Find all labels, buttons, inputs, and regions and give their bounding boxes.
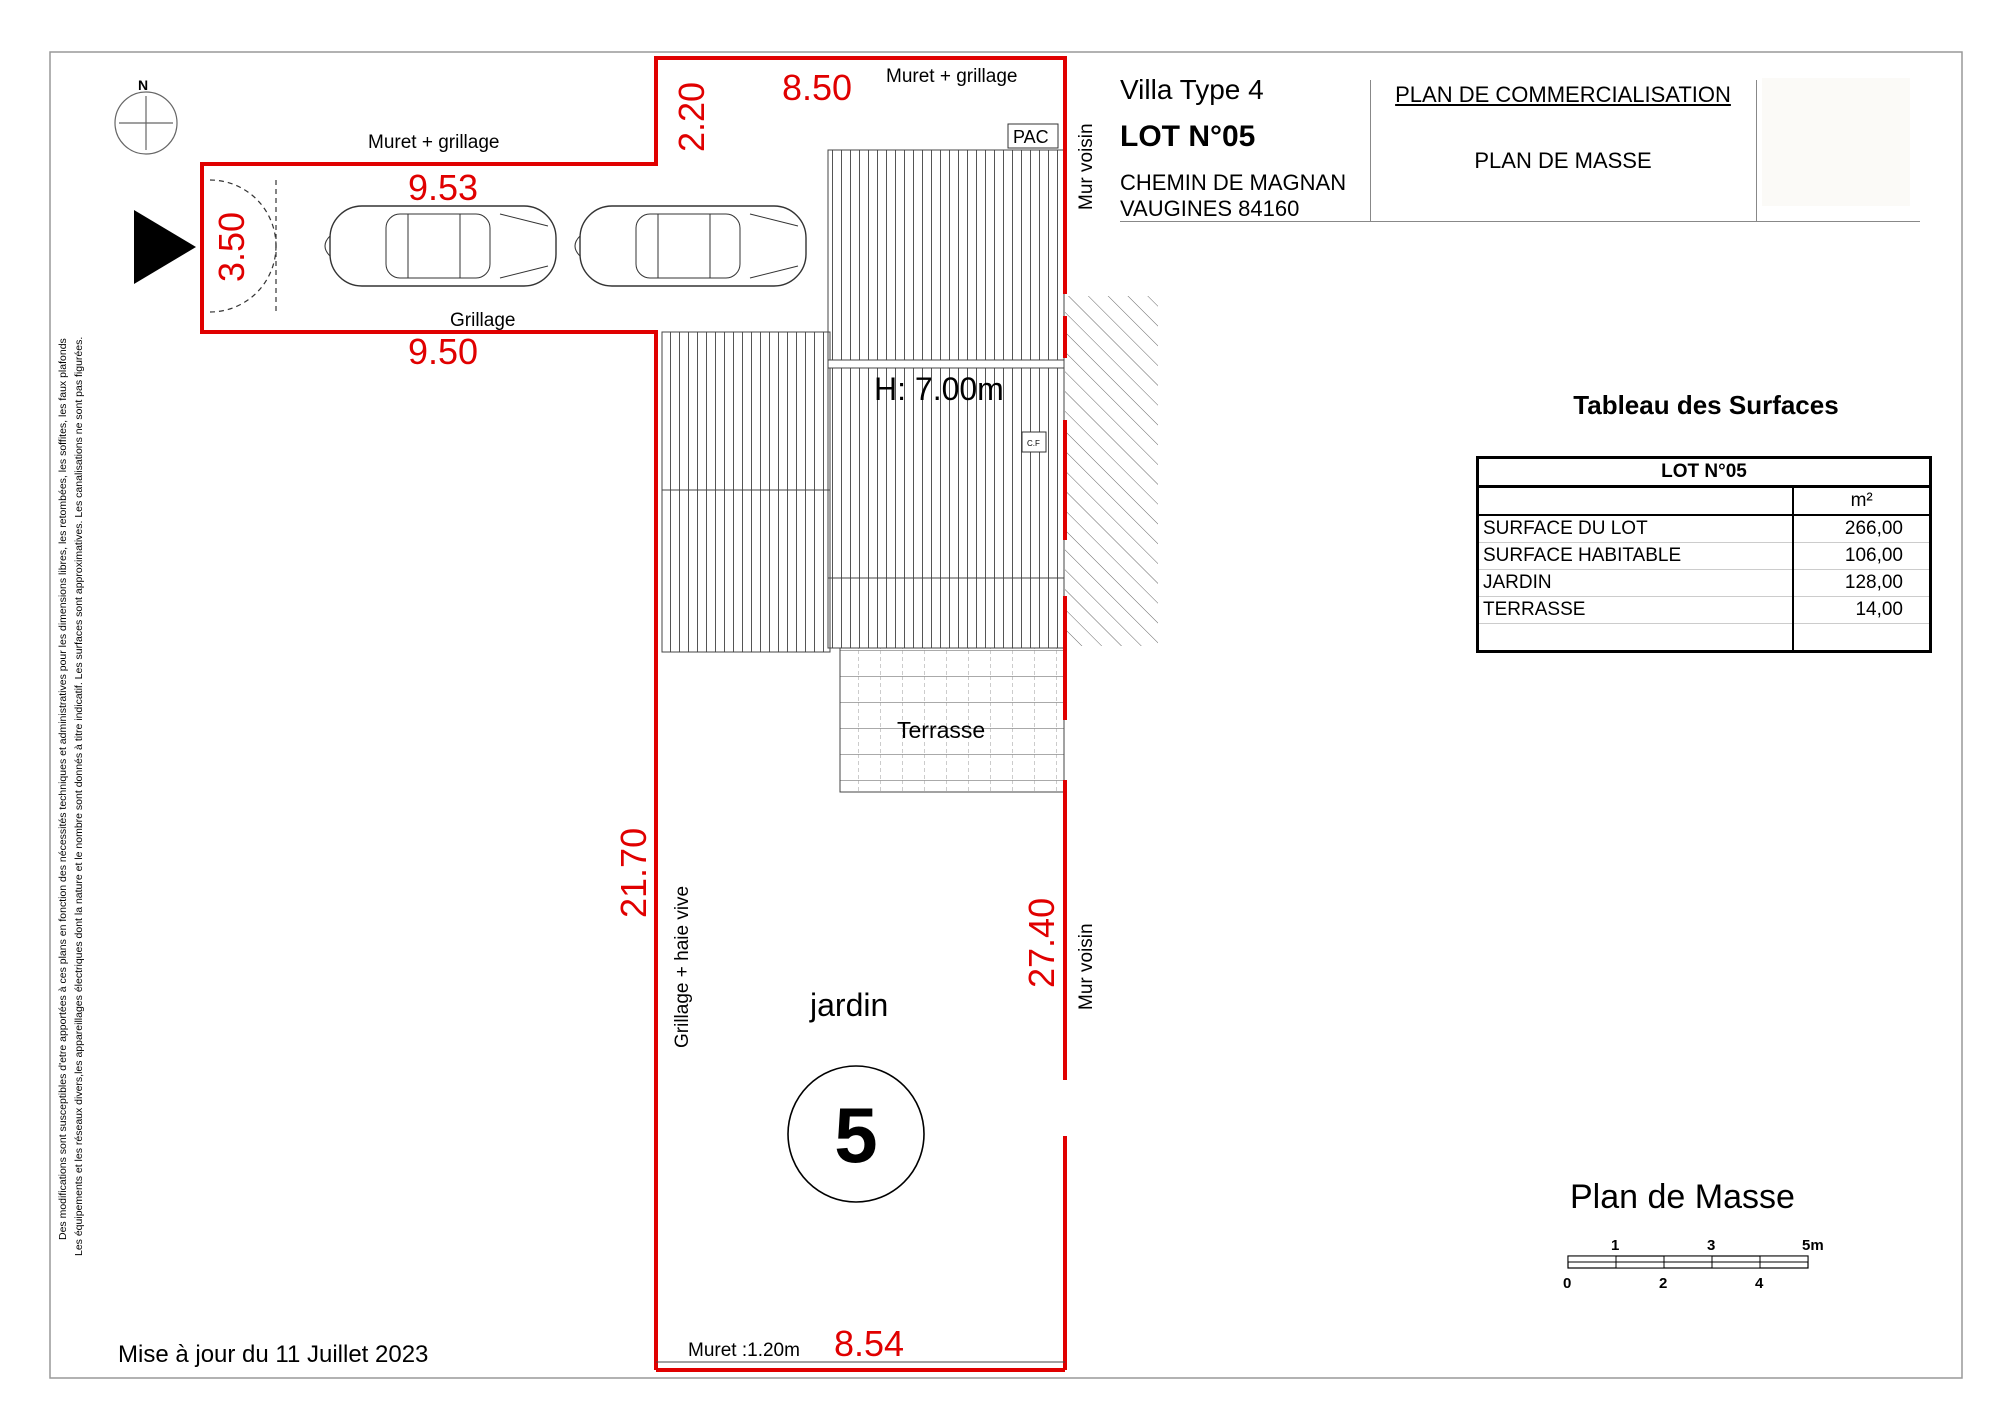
scale-tick-bottom-4: 4 (1755, 1275, 1764, 1292)
scale-tick-top-5m: 5m (1802, 1237, 1824, 1254)
dim-top: 8.50 (782, 67, 853, 108)
label-height: H: 7.00m (874, 371, 1004, 407)
surface-label: SURFACE HABITABLE (1478, 543, 1794, 570)
address-line1: CHEMIN DE MAGNAN (1120, 170, 1347, 195)
dim-left: 21.70 (613, 827, 654, 918)
title-block (1120, 74, 1920, 224)
table-row (1478, 515, 1931, 543)
table-row (1478, 597, 1931, 624)
label-muret-grillage-drive: Muret + grillage (368, 132, 500, 153)
surface-label: SURFACE DU LOT (1478, 515, 1794, 543)
label-grillage: Grillage (450, 310, 516, 331)
surface-value: 14,00 (1793, 597, 1930, 624)
table-row (1478, 624, 1931, 652)
lot-number-badge (788, 1066, 924, 1202)
car-icon (325, 206, 556, 286)
dim-drive-bottom: 9.50 (408, 331, 479, 372)
dim-top-step: 2.20 (671, 81, 712, 152)
dim-bottom: 8.54 (834, 1323, 905, 1364)
car-icon (575, 206, 806, 286)
surface-value: 128,00 (1793, 570, 1930, 597)
label-grillage-haie: Grillage + haie vive (672, 885, 693, 1048)
dim-drive-side: 3.50 (211, 211, 252, 282)
scale-tick-bottom-0: 0 (1563, 1275, 1572, 1292)
update-note: Mise à jour du 11 Juillet 2023 (118, 1341, 429, 1368)
table-cell (1478, 624, 1794, 652)
label-jardin: jardin (810, 987, 889, 1023)
dim-drive-top: 9.53 (408, 167, 479, 208)
table-cell (1478, 487, 1794, 516)
villa-type: Villa Type 4 (1120, 74, 1264, 105)
entry-arrow-icon (134, 210, 196, 284)
north-compass-icon (115, 77, 177, 154)
north-label: N (138, 77, 149, 93)
disclaimer-line1: Des modifications sont susceptibles d'etre apportées à ces plans en fonction des nécessités techniques et administratives pour les dimensions libres, les retombées, les soffites, les faux plafonds (57, 338, 69, 1240)
lot-title: LOT N°05 (1120, 120, 1256, 153)
label-cf: C.F (1027, 439, 1040, 448)
surface-label: TERRASSE (1478, 597, 1794, 624)
scale-tick-top-3: 3 (1707, 1237, 1716, 1254)
plan-type: PLAN DE COMMERCIALISATION (1395, 82, 1731, 107)
surface-value: 266,00 (1793, 515, 1930, 543)
surfaces-table (1476, 456, 1932, 653)
neighbour-hatch (1065, 296, 1158, 646)
logo-placeholder (1762, 78, 1910, 206)
table-cell (1793, 624, 1930, 652)
label-terrasse: Terrasse (897, 717, 986, 743)
scale-tick-bottom-2: 2 (1659, 1275, 1668, 1292)
dim-right: 27.40 (1021, 897, 1062, 988)
label-muret-grillage-top: Muret + grillage (886, 66, 1018, 87)
lot-number: 5 (834, 1091, 878, 1179)
address-line2: VAUGINES 84160 (1120, 196, 1300, 221)
surface-value: 106,00 (1793, 543, 1930, 570)
disclaimer-line2: Les équipements et les réseaux divers,les appareillages électriques dont la nature et le nombre sont donnés à titre indicatif. Les surfaces sont approximatives. Les canalisations ne sont pas figurées. (73, 336, 85, 1256)
plan-name: PLAN DE MASSE (1474, 148, 1652, 173)
label-muret-bottom: Muret :1.20m (688, 1340, 800, 1361)
label-pac: PAC (1013, 127, 1049, 147)
label-mur-voisin-bottom: Mur voisin (1076, 923, 1097, 1010)
scale-title: Plan de Masse (1570, 1178, 1795, 1216)
surfaces-title: Tableau des Surfaces (1573, 390, 1839, 420)
scale-bar (1568, 1256, 1808, 1268)
label-mur-voisin-top: Mur voisin (1076, 123, 1097, 210)
title-divider (1756, 80, 1757, 222)
table-row (1478, 570, 1931, 597)
surfaces-lot-header: LOT N°05 (1478, 458, 1931, 487)
scale-tick-top-1: 1 (1611, 1237, 1620, 1254)
surfaces-unit: m² (1793, 487, 1930, 516)
surface-label: JARDIN (1478, 570, 1794, 597)
table-row (1478, 543, 1931, 570)
title-underline (1120, 221, 1920, 222)
